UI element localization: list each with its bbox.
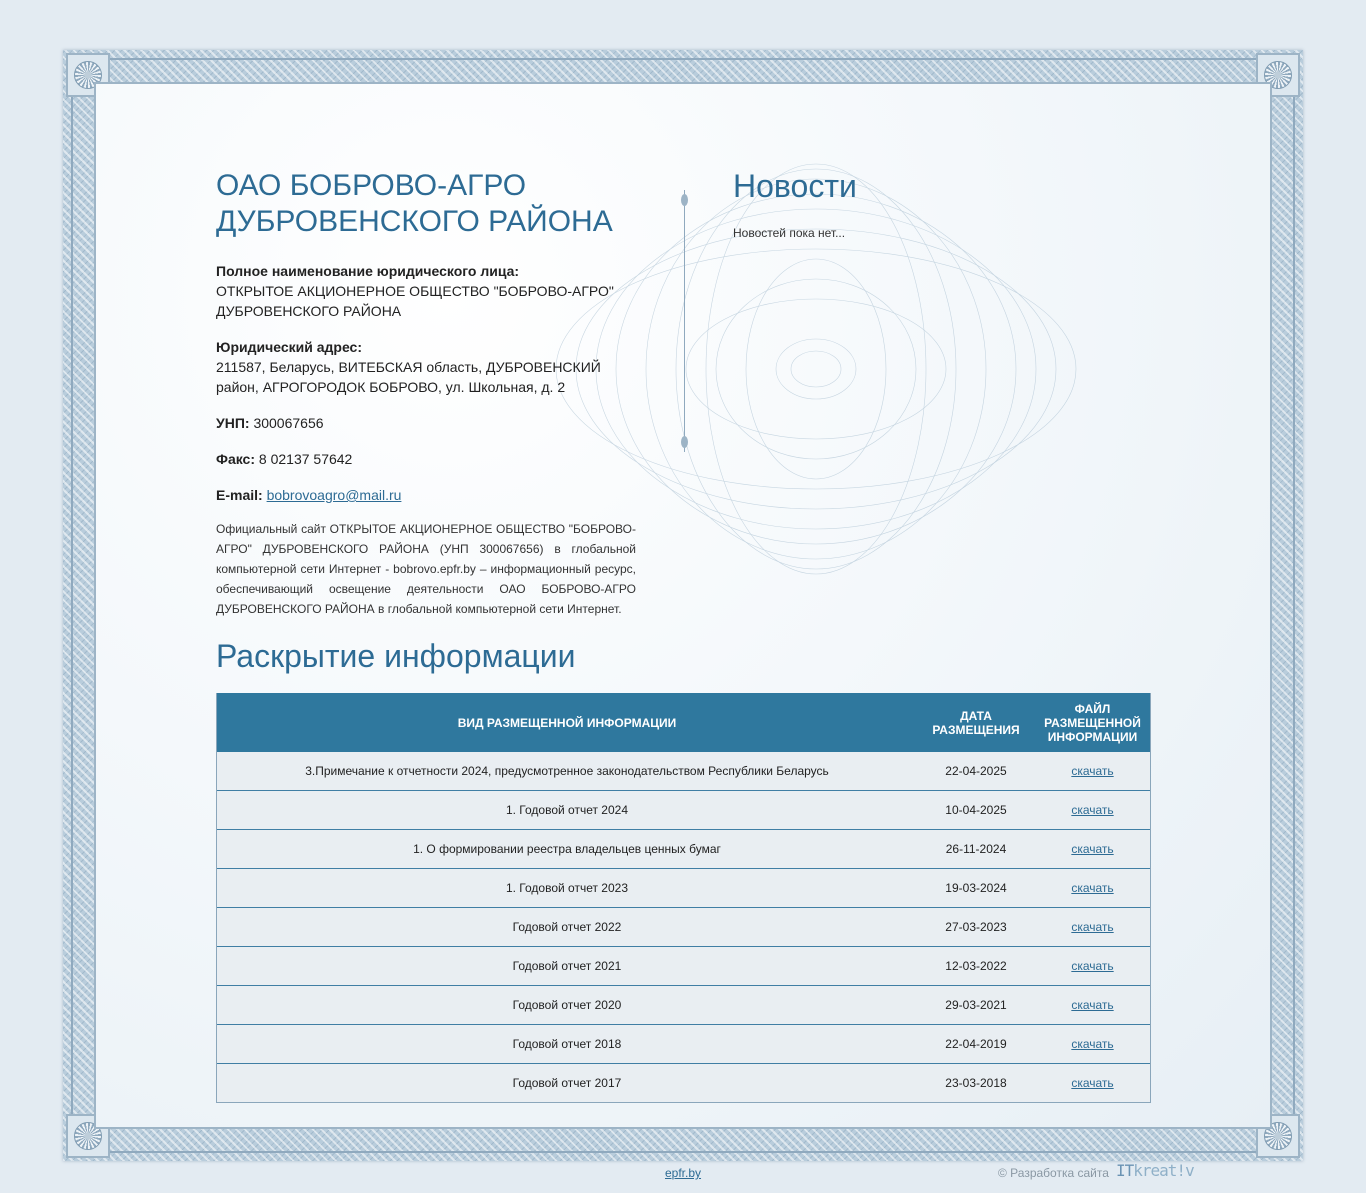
site-description: Официальный сайт ОТКРЫТОЕ АКЦИОНЕРНОЕ ОБЩЕСТВО "БОБРОВО-АГРО" ДУБРОВЕНСКОГО РАЙОНА (УНП 300067656) в глобальной компьютерной сети Интернет - bobrovo.epfr.by – информационный ресурс, обеспечивающий освещение деятельности ОАО БОБРОВО-АГРО ДУБРОВЕНСКОГО РАЙОНА в глобальной компьютерной сети Интернет. [216,522,636,616]
unp-field [216,413,636,433]
row-date: 19-03-2024 [917,869,1035,908]
row-date: 27-03-2023 [917,908,1035,947]
row-type: 1. Годовой отчет 2024 [217,791,917,830]
download-link[interactable]: скачать [1071,803,1114,817]
row-date: 23-03-2018 [917,1064,1035,1103]
download-link[interactable]: скачать [1071,881,1114,895]
unp-label: УНП: [216,415,250,431]
address-field [216,337,636,397]
news-section [733,168,1133,240]
row-type: Годовой отчет 2020 [217,986,917,1025]
download-link[interactable]: скачать [1071,959,1114,973]
email-field [216,485,636,505]
download-link[interactable]: скачать [1071,920,1114,934]
download-link[interactable]: скачать [1071,998,1114,1012]
fax-value: 8 02137 57642 [258,451,353,467]
table-row [217,869,1150,908]
fax-field [216,449,636,469]
email-link[interactable]: bobrovoagro@mail.ru [266,487,402,503]
header-date: ДАТА РАЗМЕЩЕНИЯ [917,693,1035,752]
table-row [217,830,1150,869]
email-label: E-mail: [216,487,263,503]
table-row [217,908,1150,947]
row-type: 1. О формировании реестра владельцев ценных бумаг [217,830,917,869]
header-type: ВИД РАЗМЕЩЕННОЙ ИНФОРМАЦИИ [217,693,917,752]
row-type: Годовой отчет 2021 [217,947,917,986]
row-type: Годовой отчет 2017 [217,1064,917,1103]
news-empty-message: Новостей пока нет... [733,226,846,240]
company-info [216,168,636,619]
full-name-field [216,261,636,321]
table-row [217,986,1150,1025]
column-divider [684,190,685,452]
row-type: Годовой отчет 2018 [217,1025,917,1064]
address-value: 211587, Беларусь, ВИТЕБСКАЯ область, ДУБРОВЕНСКИЙ район, АГРОГОРОДОК БОБРОВО, ул. Школьная, д. 2 [216,359,601,395]
table-row [217,752,1150,791]
unp-value: 300067656 [253,415,324,431]
table-row [217,1064,1150,1103]
fax-label: Факс: [216,451,256,467]
download-link[interactable]: скачать [1071,1076,1114,1090]
news-title: Новости [733,168,857,204]
table-row [217,791,1150,830]
row-date: 29-03-2021 [917,986,1035,1025]
row-type: Годовой отчет 2022 [217,908,917,947]
row-date: 22-04-2025 [945,764,1007,778]
full-name-value: ОТКРЫТОЕ АКЦИОНЕРНОЕ ОБЩЕСТВО "БОБРОВО-АГРО" ДУБРОВЕНСКОГО РАЙОНА [216,283,614,319]
row-type: 1. Годовой отчет 2023 [217,869,917,908]
download-link[interactable]: скачать [1071,764,1114,778]
download-link[interactable]: скачать [1071,842,1114,856]
address-label: Юридический адрес: [216,339,362,355]
itkreativ-logo[interactable]: ITkreat!v [1116,1161,1194,1180]
footer-credit: © Разработка сайта [998,1166,1109,1180]
row-date: 12-03-2022 [917,947,1035,986]
full-name-label: Полное наименование юридического лица: [216,263,520,279]
row-date: 10-04-2025 [917,791,1035,830]
table-row [217,1025,1150,1064]
table-row [217,947,1150,986]
footer-epfr-link[interactable]: epfr.by [665,1166,702,1180]
company-title: ОАО БОБРОВО-АГРО ДУБРОВЕНСКОГО РАЙОНА [216,169,613,238]
disclosure-title: Раскрытие информации [216,638,576,674]
row-type: 3.Примечание к отчетности 2024, предусмотренное законодательством Республики Беларусь [305,764,829,778]
disclosure-table [216,693,1151,1103]
row-date: 22-04-2019 [917,1025,1035,1064]
row-date: 26-11-2024 [917,830,1035,869]
download-link[interactable]: скачать [1071,1037,1114,1051]
header-file: ФАЙЛ РАЗМЕЩЕННОЙ ИНФОРМАЦИИ [1035,693,1150,752]
table-header-row [217,693,1150,752]
